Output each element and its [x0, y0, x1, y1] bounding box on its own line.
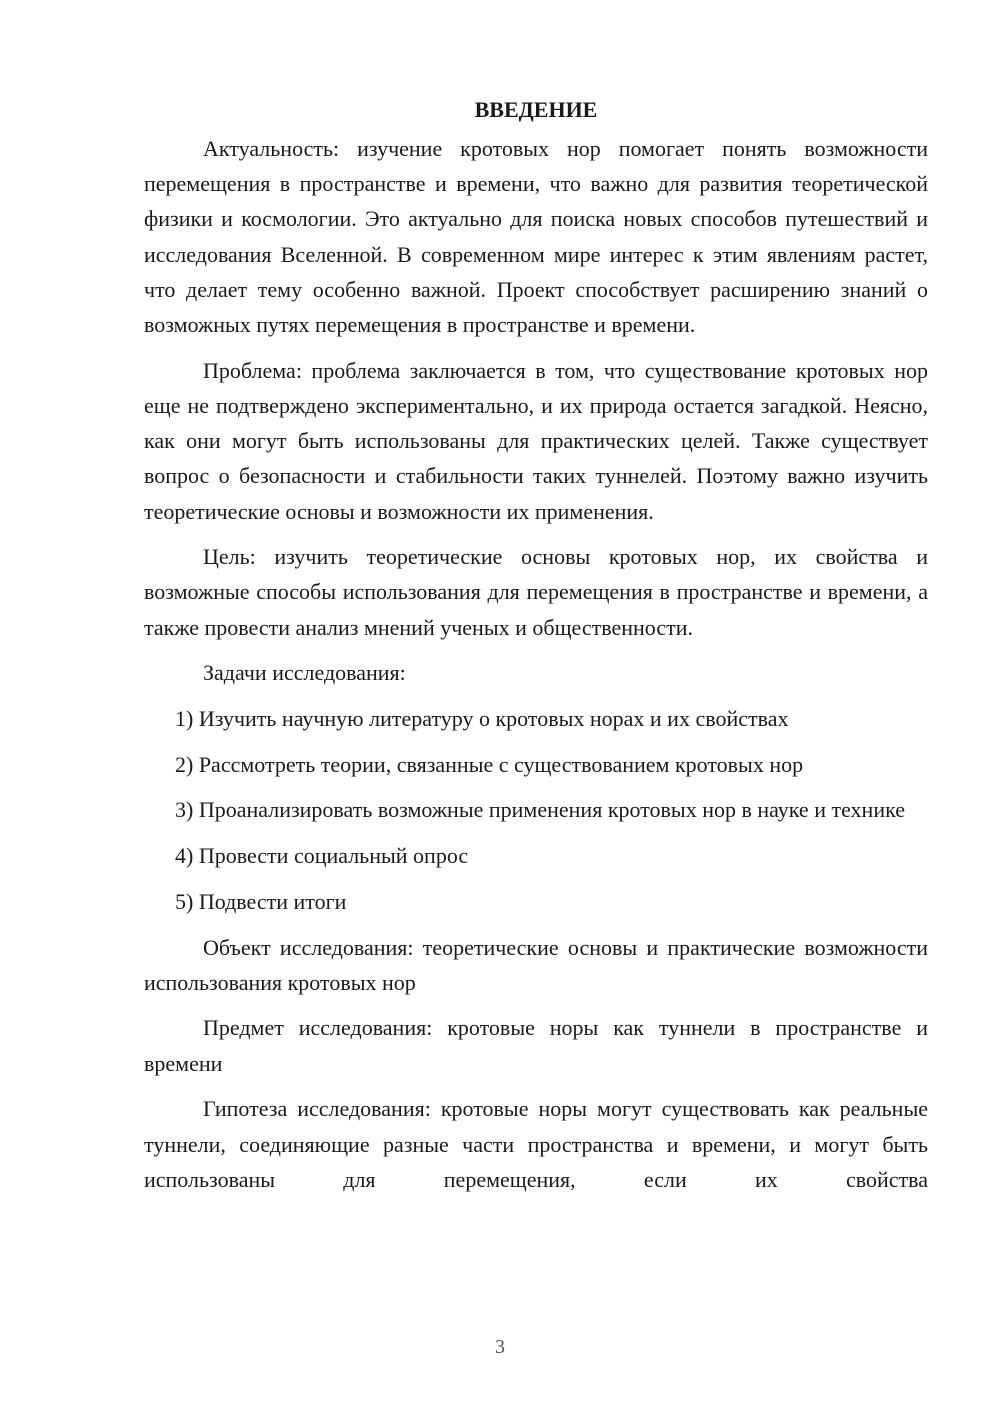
- page-number: 3: [495, 1336, 505, 1358]
- hypothesis-paragraph: Гипотеза исследования: кротовые норы могут существовать как реальные туннели, соединяющие разные части пространства и времени, и могут быть использованы для перемещения, если их свойства: [144, 1096, 928, 1192]
- task-item-3: 3) Проанализировать возможные применения кротовых нор в науке и технике: [175, 797, 906, 823]
- task-item-2: 2) Рассмотреть теории, связанные с существованием кротовых нор: [175, 751, 804, 777]
- task-item-4: 4) Провести социальный опрос: [175, 843, 469, 869]
- subject-paragraph: Предмет исследования: кротовые норы как туннели в пространстве и времени: [144, 1015, 928, 1076]
- goal-paragraph: Цель: изучить теоретические основы кротовых нор, их свойства и возможные способы использования для перемещения в пространстве и времени, а также провести анализ мнений ученых и общественности.: [144, 544, 928, 640]
- document-page: [144, 92, 928, 1207]
- problem-paragraph: Проблема: проблема заключается в том, что существование кротовых нор еще не подтверждено экспериментально, и их природа остается загадкой. Неясно, как они могут быть использованы для практических целей. Также существует вопрос о безопасности и стабильности таких туннелей. Поэтому важно изучить теоретические основы и возможности их применения.: [144, 357, 928, 524]
- page-title: ВВЕДЕНИЕ: [474, 97, 598, 122]
- relevance-paragraph: Актуальность: изучение кротовых нор помогает понять возможности перемещения в пространстве и времени, что важно для развития теоретической физики и космологии. Это актуально для поиска новых способов путешествий и исследования Вселенной. В современном мире интерес к этим явлениям растет, что делает тему особенно важной. Проект способствует расширению знаний о возможных путях перемещения в пространстве и времени.: [144, 136, 928, 338]
- tasks-heading: Задачи исследования:: [203, 660, 406, 686]
- task-item-1: 1) Изучить научную литературу о кротовых норах и их свойствах: [175, 706, 789, 732]
- task-item-5: 5) Подвести итоги: [175, 888, 347, 914]
- object-paragraph: Объект исследования: теоретические основы и практические возможности использования кротовых нор: [144, 934, 928, 995]
